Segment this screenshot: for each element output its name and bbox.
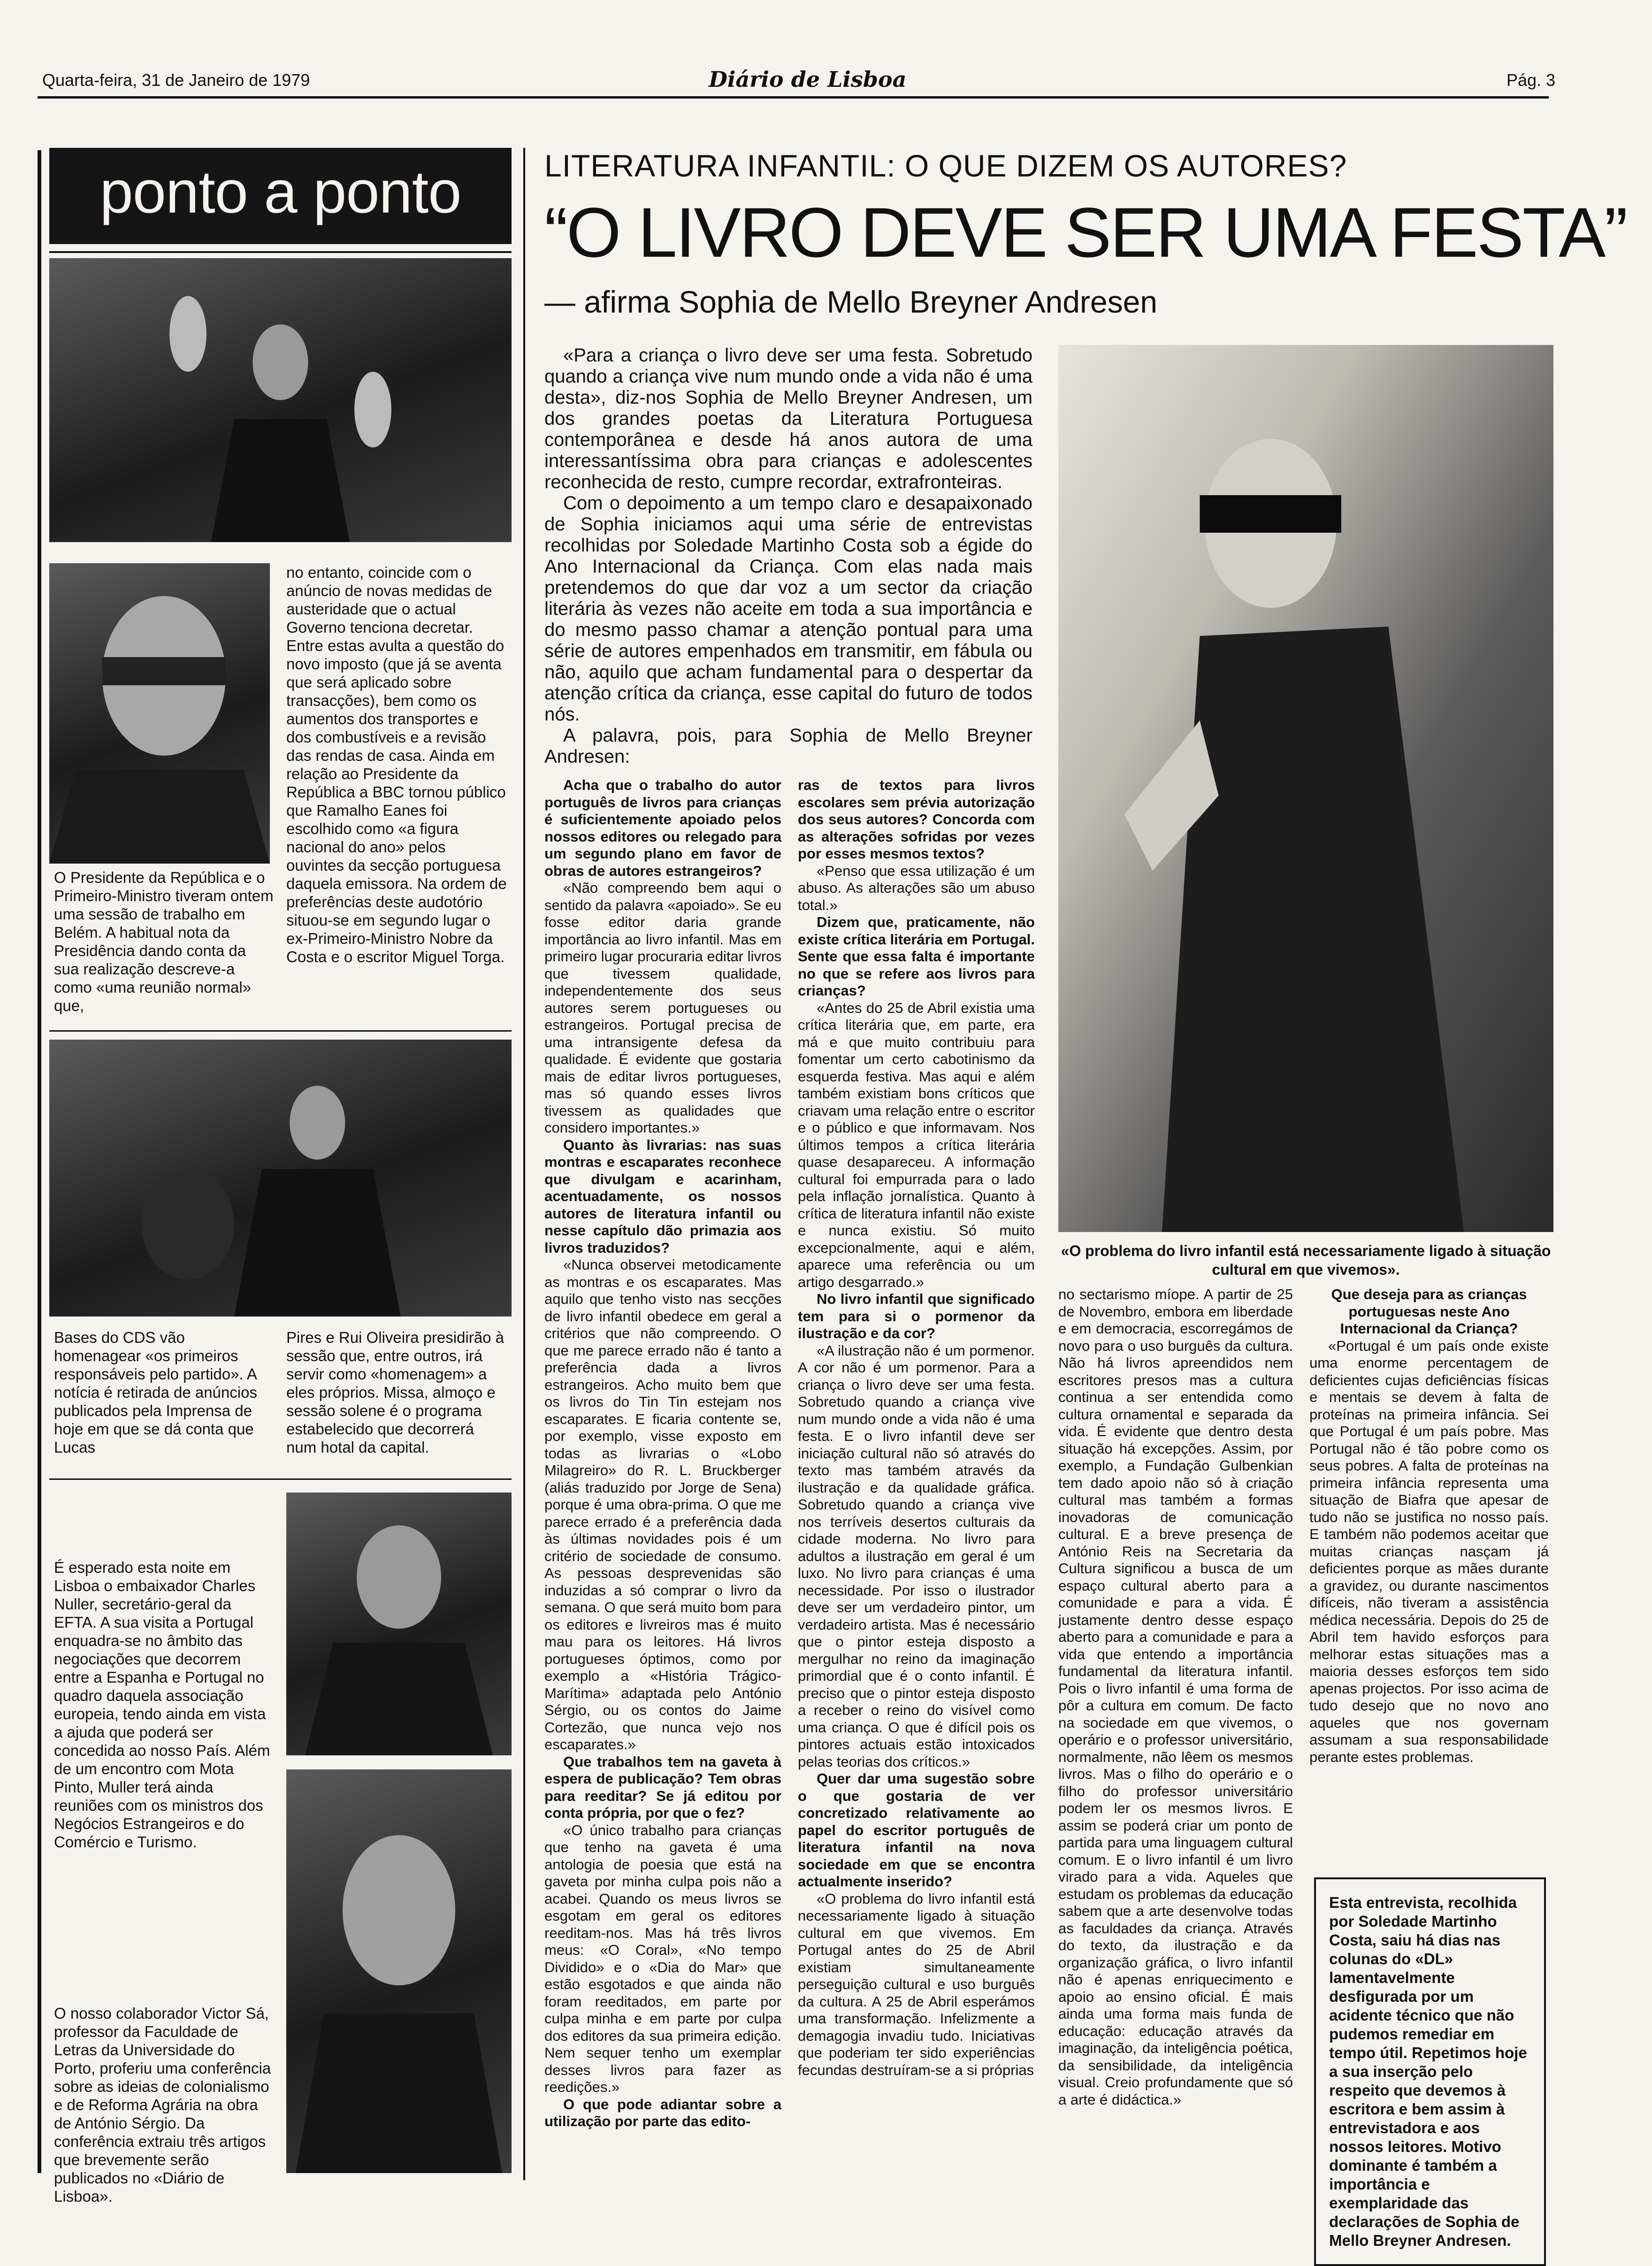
sidebar-divider-2: [49, 1478, 512, 1480]
interview-question: Quanto às livrarias: nas suas montras e escaparates reconhece que divulgam e acarinham, acentuadamente, os nossos autores de literatura infantil ou nesse capítulo dão primazia aos livros traduzidos?: [544, 1136, 781, 1256]
lead-paragraph: «Para a criança o livro deve ser uma festa. Sobretudo quando a criança vive num mundo onde a vida não é uma desta», diz-nos Sophia de Mello Breyner Andresen, um dos grandes poetas da Literatura Portuguesa contemporânea e desde há anos autora de uma interessantíssima obra para crianças e adolescentes reconhecida de resto, cumpre recordar, extrafronteiras.: [544, 345, 1032, 492]
interview-answer: «Não compreendo bem aqui o sentido da palavra «apoiado». Se eu fosse editor daria grande importância ao livro infantil. Mas em primeiro lugar procuraria editar livros que tivessem qualidade, independentemente dos seus autores serem portugueses ou estrangeiros. Portugal precisa de uma intransigente defesa da qualidade. É evidente que gostaria mais de editar livros portugueses, mas só quando esses livros tivessem as qualidades que considero importantes.»: [544, 880, 782, 1136]
victor-sa-photo: [286, 1769, 512, 2173]
masthead: Diário de Lisboa: [709, 67, 907, 92]
interview-answer: «A ilustração não é um pormenor. A cor não é um pormenor. Para a criança o livro deve ser uma festa. Sobretudo quando a criança vive num mundo onde a vida não é uma festa. E o livro infantil deve ser iniciação cultural não só através do texto mas também através da ilustração e da qualidade gráfica. Sobretudo quando a criança vive nos terríveis desertos culturais da cidade moderna. No livro para adultos a ilustração em geral é um luxo. No livro para crianças é uma necessidade. Por isso o ilustrador deve ser um verdadeiro pintor, um verdadeiro artista. Mas é necessário que o pintor esteja disposto a mergulhar no reino da imaginação primordial que é o conto infantil. É preciso que o pintor esteja disposto a receber o reino do visível como uma criança. O que é difícil pois os pintores actuais estão intoxicados pelas teorias dos críticos.»: [798, 1342, 1035, 1770]
interview-question: Acha que o trabalho do autor português de livros para crianças é suficientemente apoiado pelos nossos editores ou relegado para um segundo plano em favor de obras de autores estrangeiros?: [544, 777, 781, 879]
interview-answer: «Portugal é um país onde existe uma enorme percentagem de deficientes cujas deficiências físicas e mentais se devem à falta de proteínas na primeira infância. Sei que Portugal é um país pobre. Mas Portugal não é tão pobre como os seus pobres. A falta de proteínas na primeira infância representa uma situação de Biafra que apesar de tudo não se justifica no nosso país. E também não podemos aceitar que muitas crianças nasçam já deficientes porque as mães durante a gravidez, ou durante nascimentos difíceis, não tiveram a assistência médica necessária. Depois do 25 de Abril tem havido esforços para melhorar estas situações mas a maioria desses esforços tem sido apenas projectos. Por isso acima de tudo desejo que no novo ano aqueles que nos governam assumam a sua responsabilidade perante estes problemas.: [1309, 1337, 1549, 1765]
interview-answer: «O problema do livro infantil está necessariamente ligado à situação cultural em que vivemos. Em Portugal antes do 25 de Abril existiam simultaneamente perseguição cultural e uso burguês da cultura. A 25 de Abril esperámos uma transformação. Infelizmente a demagogia invadiu tudo. Iniciativas que poderiam ter sido experiências fecundas destruíram-se a si próprias: [798, 1890, 1035, 2078]
section-title: ponto a ponto: [49, 148, 512, 244]
page-number: Pág. 3: [1507, 70, 1556, 90]
story-4: O nosso colaborador Victor Sá, professor da Faculdade de Letras da Universidade do Porto, proferiu uma conferência sobre as ideias de colonialismo e de Reforma Agrária na obra de António Sérgio. Da conferência extraiu três artigos que brevemente serão publicados no «Diário de Lisboa».: [54, 2005, 271, 2205]
article-deck: — afirma Sophia de Mello Breyner Andresen: [544, 284, 1158, 319]
header-rule: [38, 96, 1549, 99]
story-1-caption-right: no entanto, coincide com o anúncio de novas medidas de austeridade que o actual Governo tenciona decretar. Entre estas avulta a questão do novo imposto (que já se aventa que será aplicado sobre transacções), bem como os aumentos dos transportes e dos combustíveis e a revisão das rendas de casa. Ainda em relação ao Presidente da República a BBC tornou público que Ramalho Eanes foi escolhido como «a figura nacional do ano» pelos ouvintes da secção portuguesa daquela emissora. Na ordem de preferências deste audotório situou-se em segundo lugar o ex-Primeiro-Ministro Nobre da Costa e o escritor Miguel Torga.: [286, 564, 507, 965]
article-headline: “O LIVRO DEVE SER UMA FESTA”: [544, 193, 1627, 272]
interview-question: O que pode adiantar sobre a utilização por parte das edito-: [544, 2096, 781, 2129]
interview-answer: «Nunca observei metodicamente as montras e os escaparates. Mas aquilo que tenho visto nas secções de livro infantil obedece em geral a critérios que não compreendo. O que me parece errado não é tanto a preferência dada a livros estrangeiros. Acho muito bem que os livros do Tin Tin estejam nos escaparates. E ficaria contente se, por exemplo, visse exposto em todas as livrarias o «Lobo Milagreiro» do R. L. Bruckberger (aliás traduzido por Jorge de Sena) porque é uma obra-prima. O que me parece errado é a preferência dada às últimas novidades pois é um critério de sociedade de consumo. As pessoas desprevenidas são induzidas a só comprar o livro da semana. O que será muito bom para os editores e livreiros mas é muito mau para os leitores. Há livros portugueses óptimos, como por exemplo a «História Trágico-Marítima» adaptada pelo António Sérgio, ou os contos do Jaime Cortezão, que nunca vejo nos escaparates.»: [544, 1256, 781, 1753]
sidebar-divider-1: [49, 1030, 512, 1032]
story-2-left: Bases do CDS vão homenagear «os primeiros responsáveis pelo partido». A notícia é retirada de anúncios publicados pela Imprensa de hoje em que se dá conta que Lucas: [54, 1329, 257, 1456]
president-photo: [49, 258, 512, 542]
lead-paragraph: Com o depoimento a um tempo claro e desapaixonado de Sophia iniciamos aqui uma série de entrevistas recolhidas por Soledade Martinho Costa sob a égide do Ano Internacional da Criança. Com elas nada mais pretendemos do que dar voz a um sector da criação literária às vezes não aceite em toda a sua importância e do mesmo passo chamar a atenção pontual para uma série de autores empenhados em transmitir, em fábula ou não, aquilo que acham fundamental para o despertar da atenção crítica da criança, esse capital do futuro de todos nós.: [544, 493, 1032, 725]
editor-note: Esta entrevista, recolhida por Soledade Martinho Costa, saiu há dias nas colunas do «DL» lamentavelmente desfigurada por um acidente técnico que não pudemos remediar em tempo útil. Repetimos hoje a sua inserção pelo respeito que devemos à escritora e bem assim à entrevistadora e aos nossos leitores. Motivo dominante é também a importância e exemplaridade das declarações de Sophia de Mello Breyner Andresen.: [1314, 1877, 1546, 2266]
story-1-caption-left: O Presidente da República e o Primeiro-Ministro tiveram ontem uma sessão de trabalho em Belém. A habitual nota da Presidência dando conta da sua realização descreve-a como «uma reunião normal» que,: [54, 869, 274, 1014]
interview-answer: «O único trabalho para crianças que tenho na gaveta é uma antologia de poesia que está na gaveta por minha culpa pois não a acabei. Quando os meus livros se esgotam em geral os editores reeditam-nos. Mas há três livros meus: «O Coral», «No tempo Dividido» e o «Dia do Mar» que estão esgotados e que ainda não foram reeditados, em parte por culpa minha e em parte por culpa dos editores da sua primeira edição. Nem sequer tenho um exemplar desses livros para fazer as reedições.»: [544, 1822, 781, 2095]
sophia-photo: [1058, 345, 1553, 1232]
photo-caption: «O problema do livro infantil está necessariamente ligado à situação cultural em que vivemos».: [1061, 1242, 1551, 1278]
interview-answer: «Antes do 25 de Abril existia uma crítica literária que, em parte, era má e que muito contribuiu para fomentar um certo cabotinismo da esquerda festiva. Mas aqui e além também existiam bons críticos que criavam uma relação entre o escritor e o público e que informavam. Nos últimos tempos a crítica literária quase desapareceu. A informação cultural foi empurrada para o lado pela inflação jornalística. Quanto à crítica de literatura infantil não existe e nunca existiu. Só muito excepcionalmente, aqui e além, aparece uma referência ou um artigo desgarrado.»: [798, 999, 1035, 1290]
sidebar-rule: [49, 251, 512, 253]
interview-question: No livro infantil que significado tem para si o pormenor da ilustração e da cor?: [798, 1291, 1035, 1341]
interview-column-2: [798, 777, 1035, 2079]
interview-question: Dizem que, praticamente, não existe crítica literária em Portugal. Sente que essa falta é importante no que se refere aos livros para crianças?: [798, 914, 1035, 999]
interview-question: Que trabalhos tem na gaveta à espera de publicação? Tem obras para reeditar? Se já editou por conta própria, por que o fez?: [544, 1753, 781, 1821]
column-divider: [523, 148, 525, 2180]
issue-date: Quarta-feira, 31 de Janeiro de 1979: [42, 70, 310, 90]
article-kicker: LITERATURA INFANTIL: O QUE DIZEM OS AUTORES?: [544, 148, 1347, 183]
interview-column-3: [1058, 1286, 1293, 2108]
story-2-right: Pires e Rui Oliveira presidirão à sessão que, entre outros, irá servir como «homenagem» a eles próprios. Missa, almoço e sessão solene é o programa estabelecido que decorrerá num hotal da capital.: [286, 1329, 505, 1456]
interview-question: Quer dar uma sugestão sobre o que gostaria de ver concretizado relativamente ao papel do escritor português de literatura infantil na nova sociedade em que se encontra actualmente inserido?: [798, 1770, 1035, 1890]
interview-column-4: [1309, 1286, 1549, 1766]
interview-question: Que deseja para as crianças portuguesas neste Ano Internacional da Criança?: [1331, 1286, 1527, 1337]
interview-answer: «Penso que essa utilização é um abuso. As alterações são um abuso total.»: [798, 862, 1035, 913]
interview-column-1: [544, 777, 781, 2130]
article-lead: [544, 345, 1032, 767]
efta-photo: [286, 1493, 512, 1755]
sidebar-left-border: [38, 150, 41, 2173]
story-3: É esperado esta noite em Lisboa o embaixador Charles Nuller, secretário-geral da EFTA. A sua visita a Portugal enquadra-se no âmbito das negociações que decorrem entre a Espanha e Portugal no quadro daquela associação europeia, tendo ainda em vista a ajuda que poderá ser concedida ao nosso País. Além de um encontro com Mota Pinto, Muller terá ainda reuniões com os ministros dos Negócios Estrangeiros e do Comércio e Turismo.: [54, 1559, 270, 1851]
interview-question: ras de textos para livros escolares sem prévia autorização dos seus autores? Concorda com as alterações sofridas por vezes por esses mesmos textos?: [798, 777, 1035, 862]
cds-photo: [49, 1040, 512, 1317]
interview-answer: no sectarismo míope. A partir de 25 de Novembro, embora em liberdade e em democracia, escorregámos de novo para o uso burguês da cultura. Não há livros apreendidos nem escritores presos mas a cultura continua a ser entendida como cultura ornamental e separada da vida. É evidente que dentro desta situação há excepções. Assim, por exemplo, a Fundação Gulbenkian tem dado apoio não só à criação cultural mas também a formas inovadoras de comunicação cultural. E a breve presença de António Reis na Secretaria da Cultura significou a busca de um espaço cultural aberto para a comunidade e para a vida. É justamente dentro desse espaço aberto para a comunidade e para a vida que entendo a importância fundamental da literatura infantil. Pois o livro infantil é uma forma de pôr a cultura em comum. De facto na sociedade em que vivemos, o operário e o professor universitário, normalmente, não lêem os mesmos livros. Mas o filho do operário e o filho do professor universitário podem ler os mesmos livros. E assim se poderá criar um ponto de partida para uma linguagem cultural comum. E o livro infantil é um livro virado para a vida. Aqueles que estudam os problemas da educação sabem que a arte desenvolve todas as faculdades da criança. Através do texto, da ilustração e da organização gráfica, o livro infantil não é apenas enriquecimento e apoio ao ensino oficial. É mais ainda uma forma mais funda de educação: educação através da imaginação, da inteligência poética, da sensibilidade, da inteligência visual. Creio profundamente que só a arte é didáctica.»: [1058, 1286, 1293, 2108]
lead-paragraph: A palavra, pois, para Sophia de Mello Breyner Andresen:: [544, 725, 1032, 767]
prime-minister-photo: [49, 563, 270, 864]
